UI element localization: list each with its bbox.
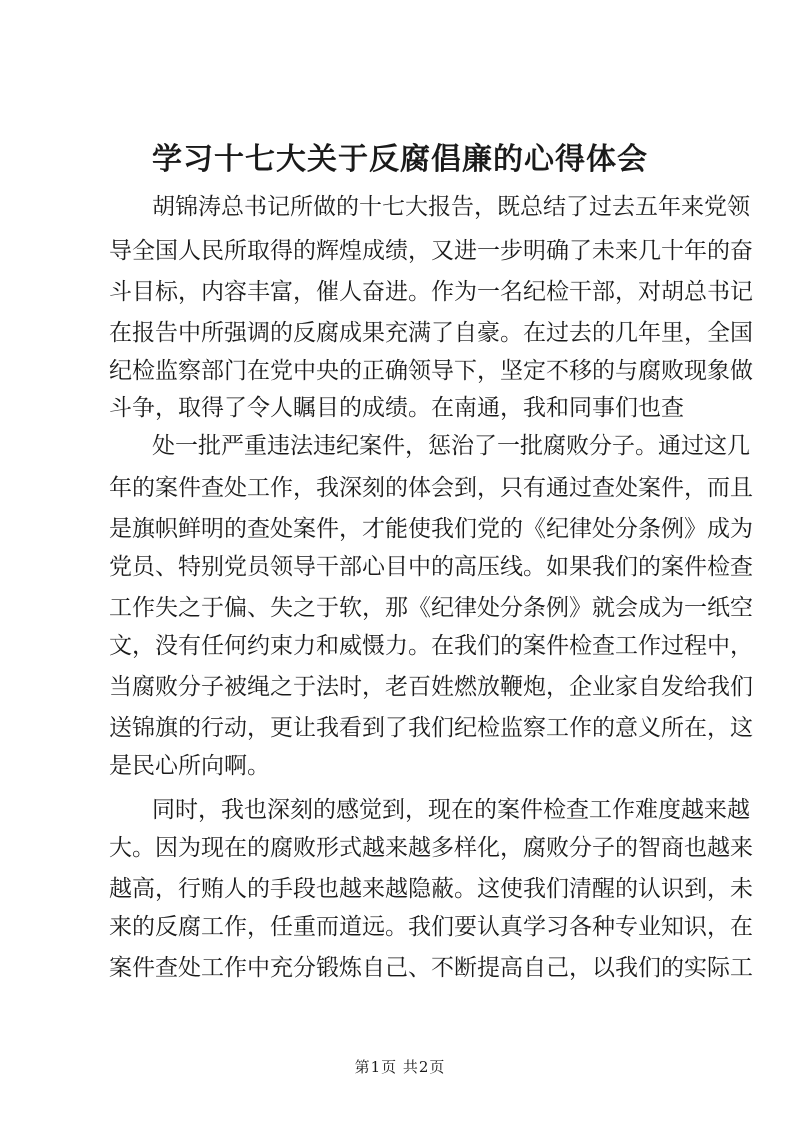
paragraph-line: 斗争，取得了令人瞩目的成绩。在南通，我和同事们也查 [109, 395, 684, 421]
paragraph-line: 年的案件查处工作，我深刻的体会到，只有通过查处案件，而且 [109, 475, 753, 501]
paragraph-line: 文，没有任何约束力和威慑力。在我们的案件检查工作过程中， [109, 633, 753, 659]
page-title: 学习十七大关于反腐倡廉的心得体会 [152, 142, 648, 177]
paragraph-line: 当腐败分子被绳之于法时，老百姓燃放鞭炮，企业家自发给我们 [109, 674, 753, 700]
paragraph-line: 是民心所向啊。 [109, 753, 270, 779]
paragraph-line: 工作失之于偏、失之于软，那《纪律处分条例》就会成为一纸空 [109, 595, 753, 621]
paragraph-line: 是旗帜鲜明的查处案件，才能使我们党的《纪律处分条例》成为 [109, 516, 753, 542]
paragraph-line: 处一批严重违法违纪案件，惩治了一批腐败分子。通过这几 [152, 433, 750, 459]
paragraph-line: 党员、特别党员领导干部心目中的高压线。如果我们的案件检查 [109, 554, 753, 580]
page-number-footer: 第1页 共2页 [354, 1058, 446, 1076]
paragraph-line: 案件查处工作中充分锻炼自己、不断提高自己，以我们的实际工 [109, 955, 753, 981]
paragraph-line: 纪检监察部门在党中央的正确领导下，坚定不移的与腐败现象做 [109, 358, 753, 384]
paragraph-line: 来的反腐工作，任重而道远。我们要认真学习各种专业知识，在 [109, 914, 753, 940]
paragraph-line: 导全国人民所取得的辉煌成绩，又进一步明确了未来几十年的奋 [109, 238, 753, 264]
paragraph-line: 越高，行贿人的手段也越来越隐蔽。这使我们清醒的认识到，未 [109, 876, 753, 902]
paragraph-line: 斗目标，内容丰富，催人奋进。作为一名纪检干部，对胡总书记 [109, 279, 753, 305]
paragraph-line: 胡锦涛总书记所做的十七大报告，既总结了过去五年来党领 [152, 194, 750, 220]
paragraph-line: 大。因为现在的腐败形式越来越多样化，腐败分子的智商也越来 [109, 835, 753, 861]
paragraph-line: 送锦旗的行动，更让我看到了我们纪检监察工作的意义所在，这 [109, 715, 753, 741]
paragraph-line: 在报告中所强调的反腐成果充满了自豪。在过去的几年里，全国 [109, 320, 753, 346]
paragraph-line: 同时，我也深刻的感觉到，现在的案件检查工作难度越来越 [152, 797, 750, 823]
